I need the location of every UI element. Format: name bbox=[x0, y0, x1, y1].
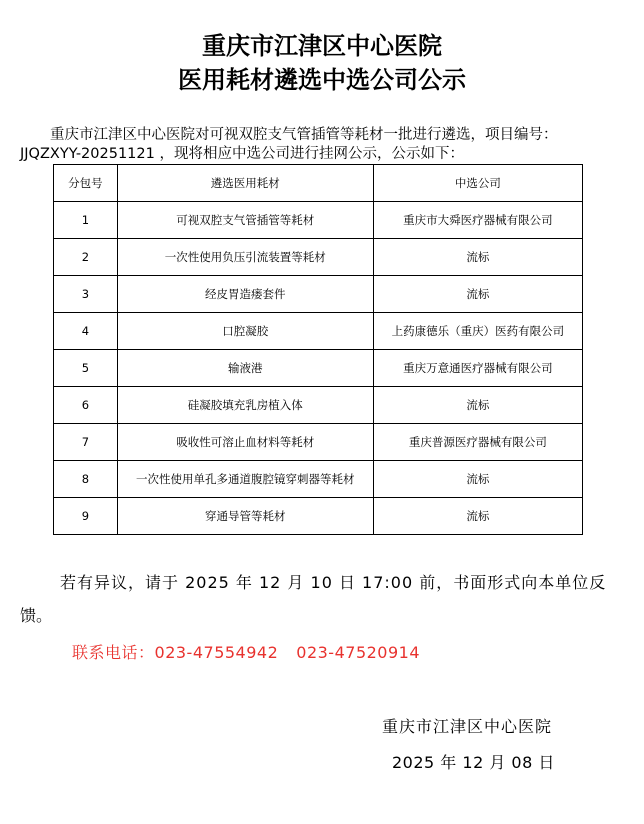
cell-consumable: 穿通导管等耗材 bbox=[117, 498, 373, 535]
objection-line2: 馈。 bbox=[20, 606, 53, 625]
cell-consumable: 一次性使用单孔多通道腹腔镜穿刺器等耗材 bbox=[117, 461, 373, 498]
table-row bbox=[54, 276, 583, 313]
contact-phone2: 023-47520914 bbox=[296, 643, 421, 662]
header-consumable: 遴选医用耗材 bbox=[117, 165, 373, 202]
cell-company: 上药康德乐（重庆）医药有限公司 bbox=[373, 313, 582, 350]
intro-line1: 重庆市江津区中心医院对可视双腔支气管插管等耗材一批进行遴选，项目编号： bbox=[50, 127, 558, 143]
cell-consumable: 一次性使用负压引流装置等耗材 bbox=[117, 239, 373, 276]
signature-date: 2025 年 12 月 08 日 bbox=[392, 753, 555, 772]
awards-table bbox=[53, 164, 583, 535]
contact-label: 联系电话： bbox=[72, 643, 155, 662]
cell-lot-number: 6 bbox=[54, 387, 118, 424]
cell-consumable: 硅凝胶填充乳房植入体 bbox=[117, 387, 373, 424]
table-row bbox=[54, 498, 583, 535]
table-row bbox=[54, 424, 583, 461]
cell-lot-number: 3 bbox=[54, 276, 118, 313]
signature-organization: 重庆市江津区中心医院 bbox=[382, 717, 553, 736]
table-row bbox=[54, 202, 583, 239]
cell-lot-number: 7 bbox=[54, 424, 118, 461]
contact-phone1: 023-47554942 bbox=[154, 643, 279, 662]
cell-lot-number: 2 bbox=[54, 239, 118, 276]
table-row bbox=[54, 350, 583, 387]
intro-line2: JJQZXYY-20251121 ，现将相应中选公司进行挂网公示，公示如下： bbox=[20, 146, 464, 162]
cell-lot-number: 8 bbox=[54, 461, 118, 498]
cell-consumable: 口腔凝胶 bbox=[117, 313, 373, 350]
cell-lot-number: 9 bbox=[54, 498, 118, 535]
cell-lot-number: 5 bbox=[54, 350, 118, 387]
table-row bbox=[54, 387, 583, 424]
cell-company: 重庆万意通医疗器械有限公司 bbox=[373, 350, 582, 387]
table-header-row bbox=[54, 165, 583, 202]
cell-consumable: 输液港 bbox=[117, 350, 373, 387]
cell-company: 流标 bbox=[373, 276, 582, 313]
cell-lot-number: 4 bbox=[54, 313, 118, 350]
document-title-line2: 医用耗材遴选中选公司公示 bbox=[178, 65, 466, 94]
cell-company: 流标 bbox=[373, 239, 582, 276]
document-title-line1: 重庆市江津区中心医院 bbox=[202, 31, 442, 60]
objection-line1: 若有异议，请于 2025 年 12 月 10 日 17:00 前，书面形式向本单位反 bbox=[60, 573, 607, 592]
header-lot-number: 分包号 bbox=[54, 165, 118, 202]
table-row bbox=[54, 461, 583, 498]
cell-consumable: 经皮胃造瘘套件 bbox=[117, 276, 373, 313]
cell-company: 重庆市大舜医疗器械有限公司 bbox=[373, 202, 582, 239]
cell-company: 流标 bbox=[373, 461, 582, 498]
cell-consumable: 可视双腔支气管插管等耗材 bbox=[117, 202, 373, 239]
cell-lot-number: 1 bbox=[54, 202, 118, 239]
table-row bbox=[54, 313, 583, 350]
cell-consumable: 吸收性可溶止血材料等耗材 bbox=[117, 424, 373, 461]
cell-company: 流标 bbox=[373, 498, 582, 535]
objection-notice bbox=[20, 566, 620, 632]
cell-company: 重庆普源医疗器械有限公司 bbox=[373, 424, 582, 461]
cell-company: 流标 bbox=[373, 387, 582, 424]
header-company: 中选公司 bbox=[373, 165, 582, 202]
table-row bbox=[54, 239, 583, 276]
contact-phone bbox=[72, 640, 420, 663]
